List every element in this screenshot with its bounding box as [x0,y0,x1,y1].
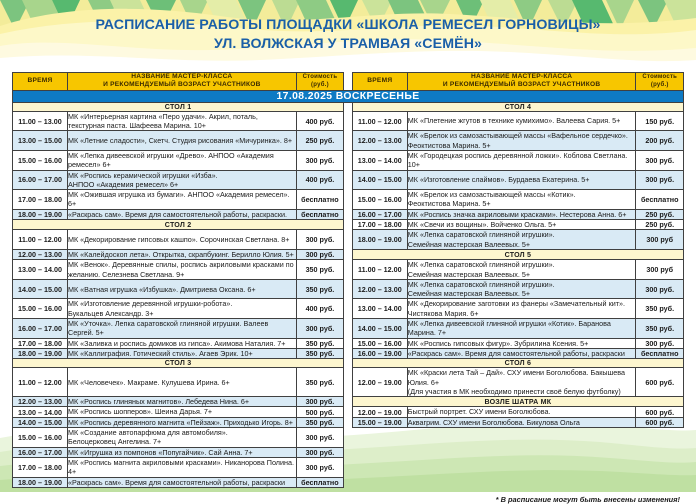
row-time-left: 15.00 – 16.00 [13,428,68,448]
poster-title [0,16,696,54]
row-time-left: 15.00 – 16.00 [13,151,68,171]
row-time-left: 13.00 – 15.00 [13,131,68,151]
header-price-left-line2: (руб.) [311,82,329,89]
table-row [13,407,684,417]
row-price-left: 350 руб. [296,338,343,348]
column-gap [344,417,353,427]
row-description-left: МК «Роспись глиняных магнитов». Лебедева Нина. 6+ [68,397,297,407]
row-time-right: 13.00 – 14.00 [352,151,407,171]
row-price-right: 200 руб. [636,131,684,151]
row-description-right: МК «Свечи из вощины». Войченко Ольга. 5+ [407,220,636,230]
row-time-left: 11.00 – 12.00 [13,368,68,397]
row-price-left: 300 руб. [296,447,343,457]
row-price-left: 350 руб. [296,368,343,397]
row-time-right: 11.00 – 12.00 [352,260,407,280]
row-price-left: 300 руб. [296,230,343,250]
row-description-left: «Раскрась сам». Время для самостоятельной работы, раскраски [68,477,297,487]
table-row [13,151,684,171]
row-time-right: 15.00 – 16.00 [352,190,407,210]
row-time-left: 13.00 – 14.00 [13,407,68,417]
row-price-right: бесплатно [636,190,684,210]
column-gap [344,279,353,299]
schedule-table-head [13,73,684,103]
row-time-left: 15.00 – 16.00 [13,299,68,319]
table-row [13,457,684,477]
header-price-left-line1: Стоимость [302,74,338,81]
row-description-right: МК «Изготовление слаймов». Бурдаева Екатерина. 5+ [407,170,636,190]
row-price-left: 350 руб. [296,260,343,280]
row-time-right: 15.00 – 16.00 [352,338,407,348]
row-price-left: 400 руб. [296,111,343,131]
row-price-right: бесплатно [636,348,684,358]
header-time-right: ВРЕМЯ [352,73,407,91]
empty-cell-right [352,457,683,477]
row-price-left: 300 руб. [296,151,343,171]
row-time-left: 18.00 – 19.00 [13,348,68,358]
row-time-right: 13.00 – 14.00 [352,299,407,319]
row-price-left: бесплатно [296,209,343,219]
table-row [13,190,684,210]
column-gap [344,111,353,131]
column-gap [344,73,353,91]
row-time-right: 18.00 – 19.00 [352,230,407,250]
header-time-left: ВРЕМЯ [13,73,68,91]
row-description-left: МК «Ватная игрушка «Избушка». Дмитриева Оксана. 6+ [68,279,297,299]
table-row [13,299,684,319]
row-description-right: МК «Лепка саратовской глиняной игрушки». Семейная мастерская Валеевых. 5+ [407,260,636,280]
row-time-left: 16.00 – 17.00 [13,170,68,190]
row-time-left: 12.00 – 13.00 [13,249,68,259]
column-gap [344,260,353,280]
column-gap [344,428,353,448]
row-time-right: 16.00 – 19.00 [352,348,407,358]
row-description-right: «Раскрась сам». Время для самостоятельной работы, раскраски [407,348,636,358]
row-description-right: МК «Лепка саратовской глиняной игрушки». Семейная мастерская Валеевых. 5+ [407,279,636,299]
row-time-right: 12.00 – 19.00 [352,407,407,417]
row-time-left: 17.00 – 18.00 [13,457,68,477]
header-name-right-line1: НАЗВАНИЕ МАСТЕР-КЛАССА [471,73,573,80]
row-description-left: МК «Венок». Деревянные спилы, роспись акриловыми красками по желанию. Селезнева Светлана. 9+ [68,260,297,280]
row-description-right: МК «Лепка саратовской глиняной игрушки». Семейная мастерская Валеевых. 5+ [407,230,636,250]
row-price-right: 150 руб. [636,111,684,131]
row-price-right: 300 руб [636,230,684,250]
column-gap [344,170,353,190]
empty-cell-right [352,447,683,457]
row-description-left: МК «Летние сладости», Скетч. Студия рисования «Мичуринка». 8+ [68,131,297,151]
table-row [13,359,684,368]
table-row [13,348,684,358]
table-row [13,279,684,299]
row-time-right: 11.00 – 12.00 [352,111,407,131]
row-description-right: МК «Плетение жгутов в технике кумихимо». Валеева Сария. 5+ [407,111,636,131]
column-gap [344,299,353,319]
row-price-right: 250 руб. [636,209,684,219]
table-row [13,477,684,487]
column-gap [344,230,353,250]
row-price-left: 300 руб. [296,428,343,448]
row-price-left: 250 руб. [296,131,343,151]
row-price-left: 300 руб. [296,249,343,259]
row-time-right: 12.00 – 19.00 [352,368,407,397]
row-time-left: 18.00 – 19.00 [13,209,68,219]
row-time-left: 14.00 – 15.00 [13,279,68,299]
row-description-left: МК «Человечек». Макраме. Кулушева Ирина. 6+ [68,368,297,397]
row-description-left: МК «Роспись керамической игрушки «Изба». АНПОО «Академия ремесел» 6+ [68,170,297,190]
row-time-left: 16.00 – 17.00 [13,447,68,457]
table-row [13,230,684,250]
row-description-right: МК «Городецкая роспись деревянной ложки». Коблова Светлана. 10+ [407,151,636,171]
table-row [13,111,684,131]
row-time-left: 11.00 – 12.00 [13,230,68,250]
group-header-right: СТОЛ 5 [352,249,683,259]
header-name-left-line2: И РЕКОМЕНДУЕМЫЙ ВОЗРАСТ УЧАСТНИКОВ [103,81,261,89]
column-gap [344,348,353,358]
row-time-left: 13.00 – 14.00 [13,260,68,280]
column-gap [344,447,353,457]
table-row [13,338,684,348]
header-price-right [636,73,684,91]
column-gap [344,220,353,230]
row-price-right: 350 руб. [636,299,684,319]
column-gap [344,102,353,111]
row-description-right: МК «Брелок из самозастывающей массы «Котик». Феоктистова Марина. 5+ [407,190,636,210]
title-line-1: РАСПИСАНИЕ РАБОТЫ ПЛОЩАДКИ «ШКОЛА РЕМЕСЕЛ ГОРНОВИЦЫ» [95,17,601,33]
row-description-left: МК «Роспись магнита акриловыми красками». Никанорова Полина. 4+ [68,457,297,477]
schedule-table-body [13,102,684,487]
column-gap [344,209,353,219]
row-description-left: МК «Лепка дивеевской игрушки «Древо». АНПОО «Академия ремесел» 6+ [68,151,297,171]
header-name-right-line2: И РЕКОМЕНДУЕМЫЙ ВОЗРАСТ УЧАСТНИКОВ [442,81,601,89]
table-row [13,260,684,280]
column-gap [344,151,353,171]
row-description-left: МК «Каллиграфия. Готический стиль». Агаев Эрик. 10+ [68,348,297,358]
row-price-left: 300 руб. [296,397,343,407]
column-gap [344,457,353,477]
row-description-left: МК «Роспись деревянного магнита «Пейзаж». Приходько Игорь. 8+ [68,417,297,427]
row-description-left: МК «Ожившая игрушка из бумаги». АНПОО «Академия ремесел». 6+ [68,190,297,210]
table-row [13,249,684,259]
row-price-right: 250 руб. [636,220,684,230]
row-time-left: 12.00 – 13.00 [13,397,68,407]
row-time-left: 18.00 – 19.00 [13,477,68,487]
row-time-right: 17.00 – 18.00 [352,220,407,230]
schedule-sheet [12,72,684,488]
row-price-right: 600 руб. [636,417,684,427]
table-row [13,428,684,448]
header-name-left-line1: НАЗВАНИЕ МАСТЕР-КЛАССА [131,73,233,80]
row-price-left: 400 руб. [296,299,343,319]
column-gap [344,131,353,151]
row-time-right: 12.00 – 13.00 [352,279,407,299]
table-row [13,102,684,111]
row-time-right: 15.00 – 19.00 [352,417,407,427]
column-gap [344,397,353,407]
row-description-left: МК «Декорирование гипсовых кашпо». Сорочинская Светлана. 8+ [68,230,297,250]
row-description-left: МК «Роспись шопперов». Шеина Дарья. 7+ [68,407,297,417]
row-description-right: МК «Брелок из самозастывающей массы «Вафельное сердечко». Феоктистова Марина. 5+ [407,131,636,151]
row-price-left: 400 руб. [296,170,343,190]
table-row [13,447,684,457]
table-row [13,131,684,151]
row-description-left: «Раскрась сам». Время для самостоятельной работы, раскраски. [68,209,297,219]
row-description-left: МК «Калейдоскоп лета». Открытка, скрапбукинг. Берилло Юлия. 5+ [68,249,297,259]
row-time-right: 16.00 – 17.00 [352,209,407,219]
row-time-left: 11.00 – 13.00 [13,111,68,131]
header-name-left [68,73,297,91]
row-time-left: 17.00 – 18.00 [13,190,68,210]
row-price-left: бесплатно [296,190,343,210]
row-price-right: 300 руб [636,260,684,280]
table-row [13,209,684,219]
row-description-left: МК «Уточка». Лепка саратовской глиняной игрушки. Валеев Сергей. 5+ [68,319,297,339]
row-description-right: Аквагрим. СХУ имени Боголюбова. Бикулова Ольга [407,417,636,427]
group-header-right: СТОЛ 6 [352,359,683,368]
header-name-right [407,73,636,91]
group-header-right: ВОЗЛЕ ШАТРА МК [352,397,683,407]
date-row [13,90,684,102]
row-price-right: 300 руб. [636,279,684,299]
row-description-left: МК «Интерьерная картина «Перо удачи». Акрил, поталь, текстурная паста. Шафеева Марина. 10+ [68,111,297,131]
row-time-right: 12.00 – 13.00 [352,131,407,151]
row-time-right: 14.00 – 15.00 [352,170,407,190]
title-line-2: УЛ. ВОЛЖСКАЯ У ТРАМВАЯ «СЕМЁН» [213,36,483,52]
row-price-right: 300 руб. [636,338,684,348]
group-header-left: СТОЛ 1 [13,102,344,111]
empty-cell-right [352,477,683,487]
row-description-right: МК «Декорирование заготовки из фанеры «Замечательный кит». Чистякова Мария. 6+ [407,299,636,319]
row-price-left: 350 руб. [296,279,343,299]
row-description-right: МК «Роспись гипсовых фигур». Зубрилина Ксения. 5+ [407,338,636,348]
row-time-left: 17.00 – 18.00 [13,338,68,348]
row-price-left: 500 руб. [296,407,343,417]
group-header-left: СТОЛ 2 [13,220,344,230]
column-gap [344,190,353,210]
column-gap [344,368,353,397]
row-description-left: МК «Игрушка из помпонов «Попугайчик». Сай Анна. 7+ [68,447,297,457]
header-price-left [296,73,343,91]
table-row [13,170,684,190]
column-gap [344,477,353,487]
column-gap [344,407,353,417]
empty-cell-right [352,428,683,448]
schedule-table [12,72,684,488]
row-description-left: МК «Изготовление деревянной игрушки-робота». Букальцев Александр. 3+ [68,299,297,319]
row-description-left: МК «Заливка и роспись домиков из гипса». Акимова Наталия. 7+ [68,338,297,348]
header-row [13,73,684,91]
row-description-left: МК «Создание автопарфюма для автомобиля». Белоцерковец Ангелина. 7+ [68,428,297,448]
group-header-right: СТОЛ 4 [352,102,683,111]
row-price-right: 350 руб. [636,319,684,339]
column-gap [344,249,353,259]
row-description-right: МК «Краски лета Тай – Дай». СХУ имени Боголюбова. Бакышева Юлия. 6+ (Для участия в МК необходимо принести своё белую футболку) [407,368,636,397]
row-price-left: 300 руб. [296,457,343,477]
table-row [13,417,684,427]
table-row [13,220,684,230]
column-gap [344,338,353,348]
column-gap [344,359,353,368]
table-row [13,397,684,407]
header-price-right-line2: (руб.) [650,82,669,89]
row-description-right: МК «Лепка дивеевской глиняной игрушки «Котик». Баранова Марина. 7+ [407,319,636,339]
row-price-right: 600 руб. [636,407,684,417]
column-gap [344,319,353,339]
row-price-right: 600 руб. [636,368,684,397]
table-row [13,368,684,397]
row-time-left: 16.00 – 17.00 [13,319,68,339]
row-price-right: 300 руб. [636,170,684,190]
group-header-left: СТОЛ 3 [13,359,344,368]
date-bar: 17.08.2025 ВОСКРЕСЕНЬЕ [13,90,684,102]
table-row [13,319,684,339]
row-time-left: 14.00 – 15.00 [13,417,68,427]
row-price-left: 350 руб. [296,417,343,427]
footnote: * В расписание могут быть внесены изменения! [495,495,680,504]
row-price-left: 350 руб. [296,348,343,358]
header-price-right-line1: Стоимость [642,74,678,81]
row-description-right: Быстрый портрет. СХУ имени Боголюбова. [407,407,636,417]
row-price-left: бесплатно [296,477,343,487]
row-price-right: 300 руб. [636,151,684,171]
row-description-right: МК «Роспись значка акриловыми красками». Нестерова Анна. 6+ [407,209,636,219]
row-time-right: 14.00 – 15.00 [352,319,407,339]
row-price-left: 300 руб. [296,319,343,339]
